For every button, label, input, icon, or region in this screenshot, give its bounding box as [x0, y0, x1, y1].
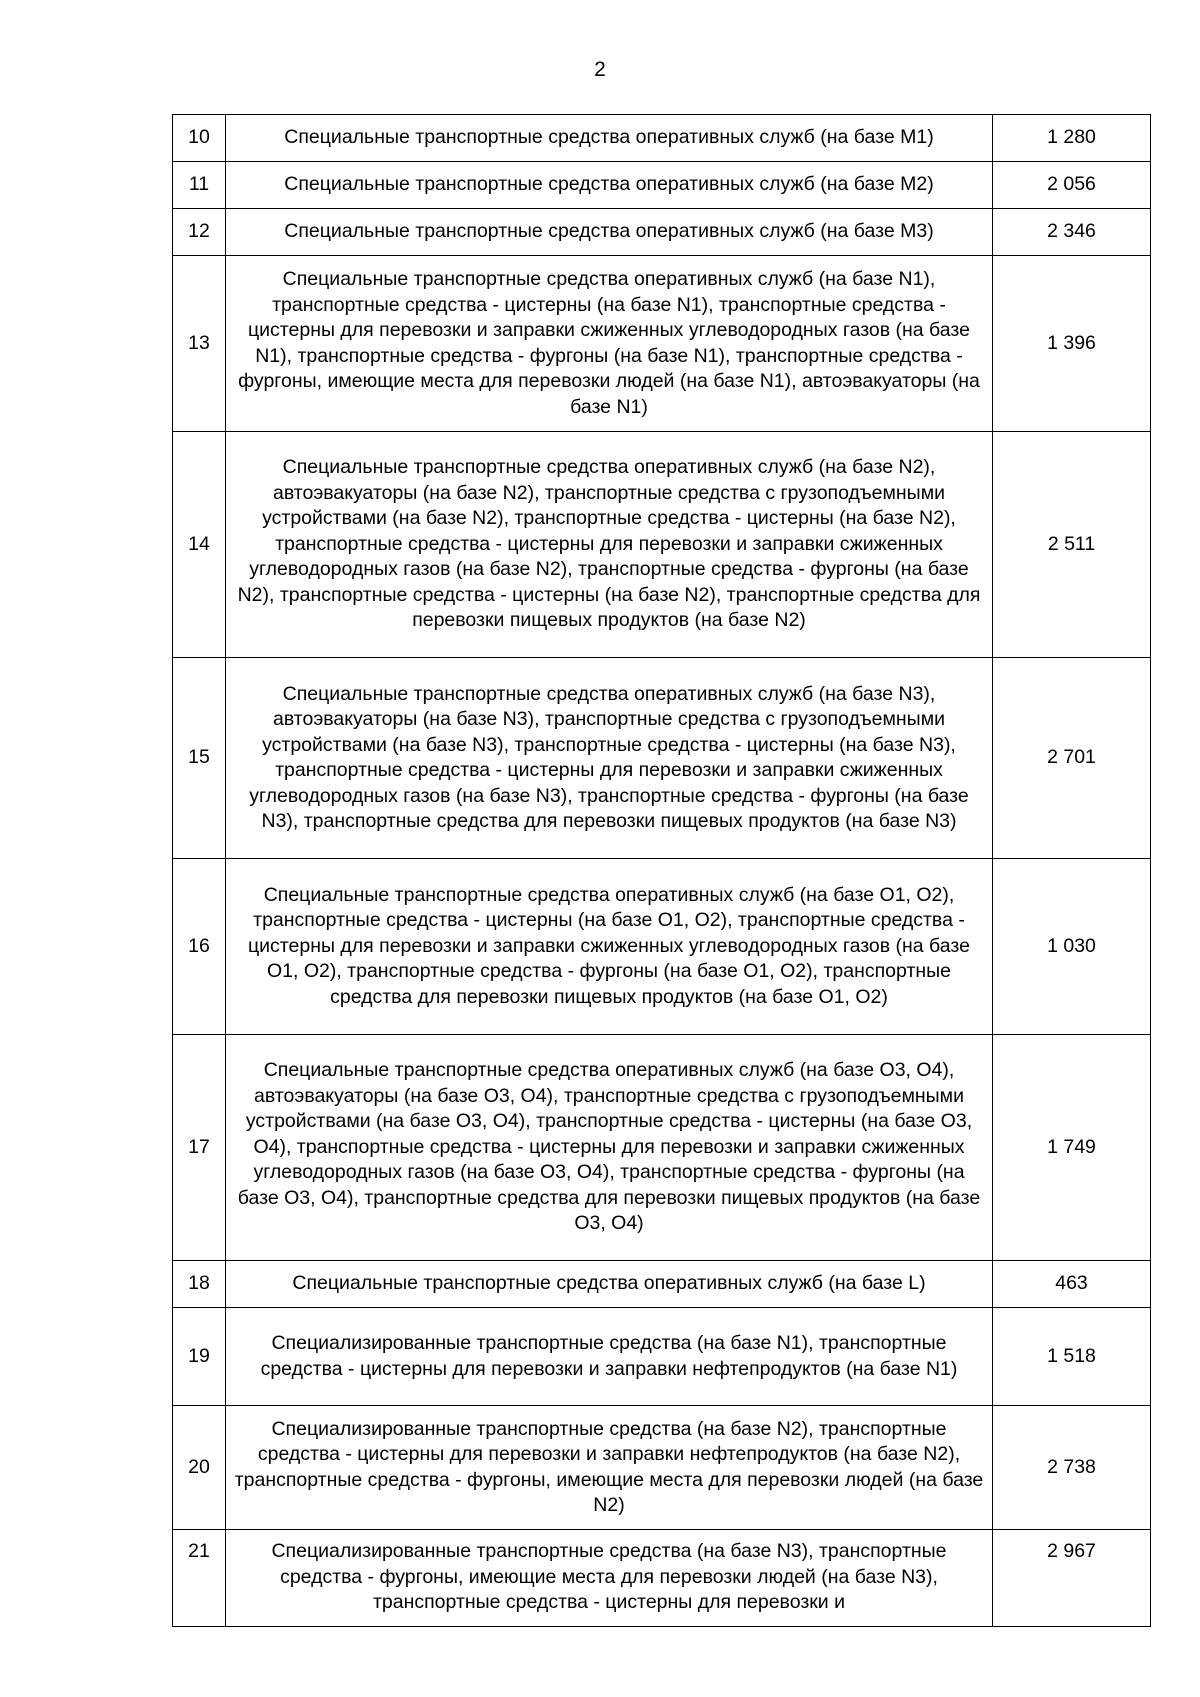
row-value: 1 030 — [993, 859, 1151, 1035]
table-row — [173, 162, 1151, 209]
row-value: 1 280 — [993, 115, 1151, 162]
table-row — [173, 859, 1151, 1035]
table-row — [173, 115, 1151, 162]
table-row — [173, 1406, 1151, 1530]
row-number: 21 — [173, 1530, 226, 1627]
row-number: 11 — [173, 162, 226, 209]
row-number: 16 — [173, 859, 226, 1035]
row-value: 2 701 — [993, 658, 1151, 859]
table-row — [173, 1035, 1151, 1261]
row-value: 2 511 — [993, 432, 1151, 658]
row-description: Специализированные транспортные средства (на базе N2), транспортные средства - цистерны для перевозки и заправки нефтепродуктов (на базе N2), транспортные средства - фургоны, имеющие места для перевозки людей (на базе N2) — [226, 1406, 993, 1530]
row-value: 1 749 — [993, 1035, 1151, 1261]
row-number: 13 — [173, 256, 226, 432]
page-number: 2 — [594, 58, 606, 81]
row-number: 19 — [173, 1308, 226, 1406]
table-row — [173, 1530, 1151, 1627]
row-description: Специальные транспортные средства оперативных служб (на базе M3) — [226, 209, 993, 256]
table-row — [173, 1308, 1151, 1406]
row-value: 463 — [993, 1261, 1151, 1308]
row-description: Специальные транспортные средства оперативных служб (на базе N2), автоэвакуаторы (на базе N2), транспортные средства с грузоподъемными устройствами (на базе N2), транспортные средства - цистерны (на базе N2), транспортные средства - цистерны для перевозки и заправки сжиженных углеводородных газов (на базе N2), транспортные средства - фургоны (на базе N2), транспортные средства - цистерны (на базе N2), транспортные средства для перевозки пищевых продуктов (на базе N2) — [226, 432, 993, 658]
row-value: 2 738 — [993, 1406, 1151, 1530]
table-row — [173, 256, 1151, 432]
table-row — [173, 1261, 1151, 1308]
table-row — [173, 432, 1151, 658]
table-row — [173, 658, 1151, 859]
row-description: Специальные транспортные средства оперативных служб (на базе N1), транспортные средства - цистерны (на базе N1), транспортные средства - цистерны для перевозки и заправки сжиженных углеводородных газов (на базе N1), транспортные средства - фургоны (на базе N1), транспортные средства - фургоны, имеющие места для перевозки людей (на базе N1), автоэвакуаторы (на базе N1) — [226, 256, 993, 432]
table-row — [173, 209, 1151, 256]
row-description: Специальные транспортные средства оперативных служб (на базе O3, O4), автоэвакуаторы (на базе O3, O4), транспортные средства с грузоподъемными устройствами (на базе O3, O4), транспортные средства - цистерны (на базе O3, O4), транспортные средства - цистерны для перевозки и заправки сжиженных углеводородных газов (на базе O3, O4), транспортные средства - фургоны (на базе O3, O4), транспортные средства для перевозки пищевых продуктов (на базе O3, O4) — [226, 1035, 993, 1261]
row-description: Специальные транспортные средства оперативных служб (на базе O1, O2), транспортные средства - цистерны (на базе O1, O2), транспортные средства - цистерны для перевозки и заправки сжиженных углеводородных газов (на базе O1, O2), транспортные средства - фургоны (на базе O1, O2), транспортные средства для перевозки пищевых продуктов (на базе O1, O2) — [226, 859, 993, 1035]
row-number: 12 — [173, 209, 226, 256]
row-number: 18 — [173, 1261, 226, 1308]
row-description: Специальные транспортные средства оперативных служб (на базе N3), автоэвакуаторы (на базе N3), транспортные средства с грузоподъемными устройствами (на базе N3), транспортные средства - цистерны (на базе N3), транспортные средства - цистерны для перевозки и заправки сжиженных углеводородных газов (на базе N3), транспортные средства - фургоны (на базе N3), транспортные средства для перевозки пищевых продуктов (на базе N3) — [226, 658, 993, 859]
row-description: Специализированные транспортные средства (на базе N3), транспортные средства - фургоны, имеющие места для перевозки людей (на базе N3), транспортные средства - цистерны для перевозки и — [226, 1530, 993, 1627]
document-table — [172, 114, 1151, 1627]
row-description: Специальные транспортные средства оперативных служб (на базе M1) — [226, 115, 993, 162]
row-number: 14 — [173, 432, 226, 658]
row-number: 15 — [173, 658, 226, 859]
row-number: 17 — [173, 1035, 226, 1261]
row-value: 2 346 — [993, 209, 1151, 256]
row-value: 2 056 — [993, 162, 1151, 209]
row-value: 1 518 — [993, 1308, 1151, 1406]
row-number: 10 — [173, 115, 226, 162]
row-description: Специальные транспортные средства оперативных служб (на базе M2) — [226, 162, 993, 209]
row-value: 1 396 — [993, 256, 1151, 432]
row-value: 2 967 — [993, 1530, 1151, 1627]
row-description: Специализированные транспортные средства (на базе N1), транспортные средства - цистерны для перевозки и заправки нефтепродуктов (на базе N1) — [226, 1308, 993, 1406]
row-number: 20 — [173, 1406, 226, 1530]
row-description: Специальные транспортные средства оперативных служб (на базе L) — [226, 1261, 993, 1308]
